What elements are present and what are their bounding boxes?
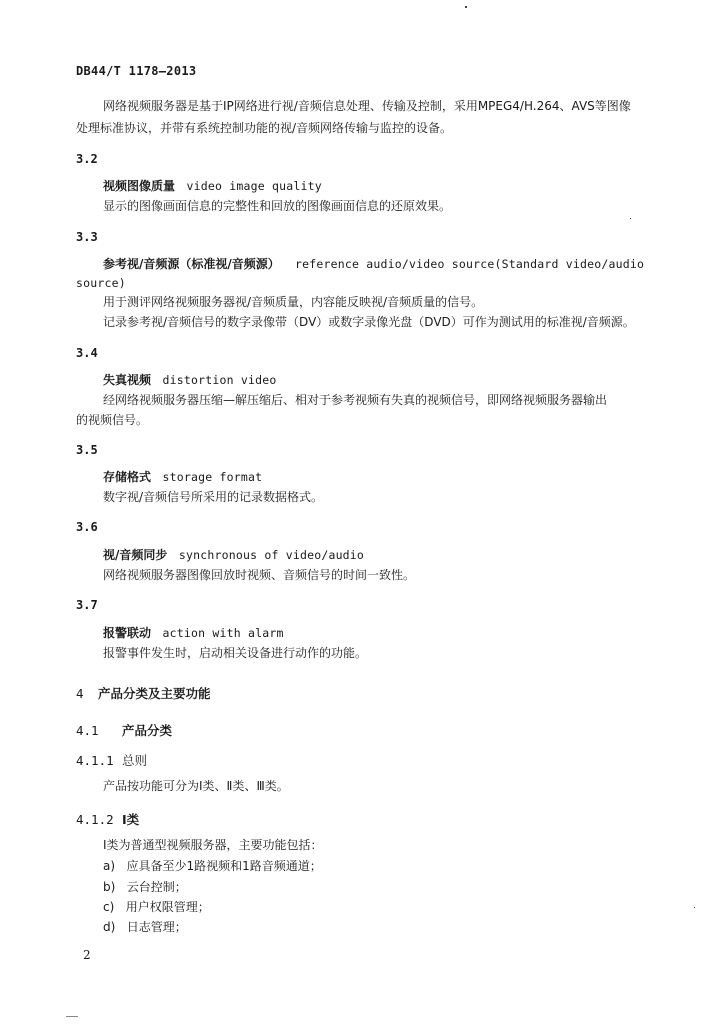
term-definition: 记录参考视/音频信号的数字录像带（DV）或数字录像光盘（DVD）可作为测试用的标准视/音频源。 xyxy=(103,315,635,329)
subsection-number: 4.1 xyxy=(76,723,99,738)
term-cn: 报警联动 xyxy=(103,626,152,640)
scan-mark xyxy=(66,1016,78,1017)
term-heading xyxy=(103,470,262,484)
term-definition: 用于测评网络视频服务器视/音频质量，内容能反映视/音频质量的信号。 xyxy=(103,295,484,309)
section-number: 4 xyxy=(76,686,84,701)
term-number: 3.2 xyxy=(76,152,98,166)
term-cn: 存储格式 xyxy=(103,470,152,484)
term-cn: 视频图像质量 xyxy=(103,179,176,193)
list-item xyxy=(103,859,322,873)
term-definition: 的视频信号。 xyxy=(76,413,149,427)
section-heading xyxy=(76,684,211,702)
term-en: action with alarm xyxy=(162,626,284,640)
list-item xyxy=(103,920,187,934)
term-heading xyxy=(103,257,644,271)
term-cn: 视/音频同步 xyxy=(103,548,168,562)
scan-speck xyxy=(630,218,631,219)
term-number: 3.7 xyxy=(76,598,98,612)
list-label: b) xyxy=(103,880,116,894)
term-number: 3.6 xyxy=(76,520,98,534)
subsubsection-number: 4.1.1 xyxy=(76,753,114,768)
term-definition: 数字视/音频信号所采用的记录数据格式。 xyxy=(103,490,324,504)
list-label: a) xyxy=(103,859,116,873)
subsubsection-title: Ⅰ类 xyxy=(122,812,140,827)
term-definition: 报警事件发生时，启动相关设备进行动作的功能。 xyxy=(103,646,368,660)
list-text: 日志管理； xyxy=(126,920,187,934)
term-definition: 显示的图像画面信息的完整性和回放的图像画面信息的还原效果。 xyxy=(103,199,452,213)
document-code: DB44/T 1178—2013 xyxy=(76,64,197,78)
term-en: storage format xyxy=(162,470,263,484)
list-item xyxy=(103,900,210,914)
subsubsection-heading xyxy=(76,751,147,769)
term-en: distortion video xyxy=(162,373,277,387)
term-en-continued: source) xyxy=(76,276,126,290)
term-number: 3.4 xyxy=(76,346,98,360)
list-item xyxy=(103,880,187,894)
paragraph: Ⅰ类为普通型视频服务器，主要功能包括： xyxy=(103,838,323,852)
list-text: 用户权限管理； xyxy=(125,900,210,914)
subsection-heading xyxy=(76,721,172,739)
paragraph: 产品按功能可分为Ⅰ类、Ⅱ类、Ⅲ类。 xyxy=(103,779,289,793)
term-heading xyxy=(103,626,284,640)
term-cn: 参考视/音频源（标准视/音频源） xyxy=(103,257,280,271)
list-label: d) xyxy=(103,920,116,934)
subsection-title: 产品分类 xyxy=(122,723,173,738)
term-heading xyxy=(103,179,322,193)
list-text: 云台控制； xyxy=(126,880,187,894)
subsubsection-title: 总则 xyxy=(122,753,148,768)
term-number: 3.3 xyxy=(76,230,98,244)
term-en: synchronous of video/audio xyxy=(178,548,365,562)
scan-speck xyxy=(465,6,467,8)
subsubsection-heading xyxy=(76,810,139,828)
list-text: 应具备至少1路视频和1路音频通道； xyxy=(126,859,322,873)
term-definition: 经网络视频服务器压缩—解压缩后、相对于参考视频有失真的视频信号，即网络视频服务器输出 xyxy=(103,393,608,407)
term-cn: 失真视频 xyxy=(103,373,152,387)
page-number: 2 xyxy=(83,948,91,962)
term-definition: 网络视频服务器图像回放时视频、音频信号的时间一致性。 xyxy=(103,568,416,582)
section-title: 产品分类及主要功能 xyxy=(98,686,211,701)
intro-line-1: 网络视频服务器是基于IP网络进行视/音频信息处理、传输及控制，采用MPEG4/H.264、AVS等图像 xyxy=(103,99,631,113)
term-en: video image quality xyxy=(186,179,322,193)
scan-speck xyxy=(694,907,695,908)
term-number: 3.5 xyxy=(76,443,98,457)
subsubsection-number: 4.1.2 xyxy=(76,812,114,827)
term-heading xyxy=(103,373,276,387)
term-en: reference audio/video source(Standard video/audio xyxy=(295,257,645,271)
intro-line-2: 处理标准协议，并带有系统控制功能的视/音频网络传输与监控的设备。 xyxy=(76,121,453,135)
list-label: c) xyxy=(103,900,115,914)
term-heading xyxy=(103,548,364,562)
